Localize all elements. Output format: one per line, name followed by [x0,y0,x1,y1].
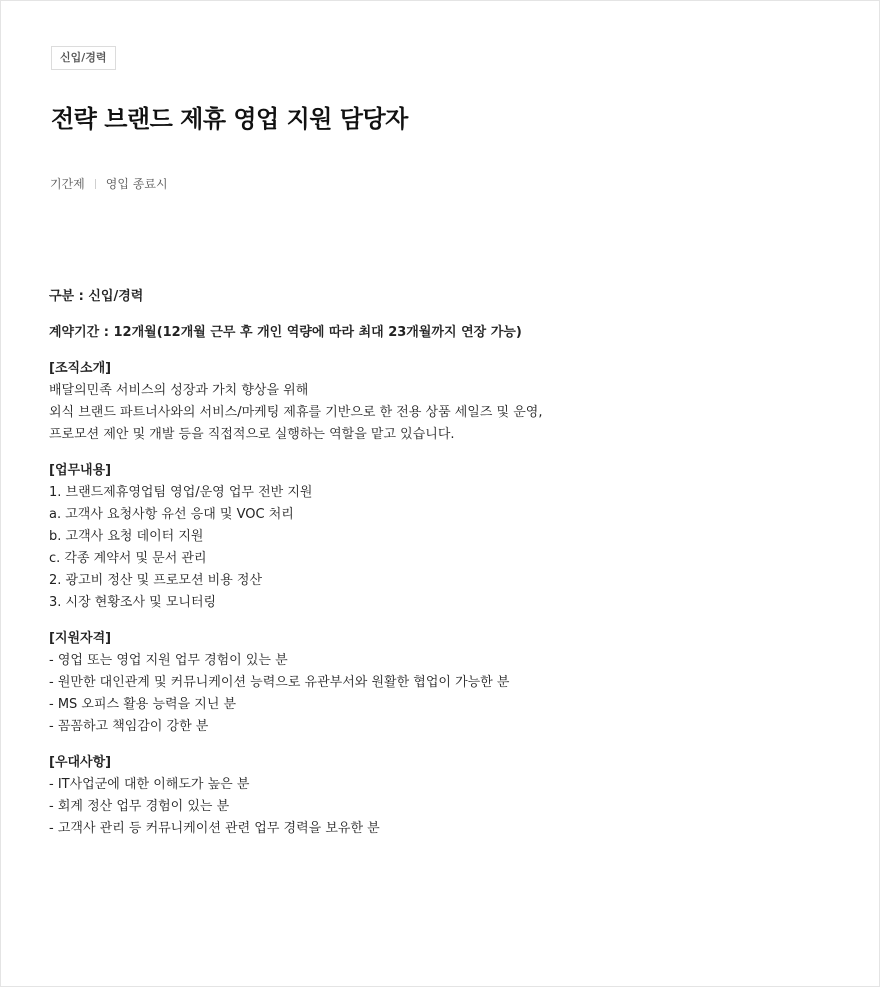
section-line: 배달의민족 서비스의 성장과 가치 향상을 위해 [49,383,309,398]
career-type-badge: 신입/경력 [51,46,116,70]
duties-section [49,460,849,614]
section-line: c. 각종 계약서 및 문서 관리 [49,551,207,566]
section-line: - 원만한 대인관계 및 커뮤니케이션 능력으로 유관부서와 원활한 협업이 가능한 분 [49,675,510,690]
section-line: a. 고객사 요청사항 유선 응대 및 VOC 처리 [49,507,294,522]
qualifications-section [49,628,849,738]
employment-type: 기간제 [50,177,85,191]
section-line: - MS 오피스 활용 능력을 지닌 분 [49,697,237,712]
section-line: - 고객사 관리 등 커뮤니케이션 관련 업무 경력을 보유한 분 [49,821,380,836]
team-section [49,358,849,446]
job-meta [50,175,168,193]
section-heading: [우대사항] [49,755,112,770]
section-line: 2. 광고비 정산 및 프로모션 비용 정산 [49,573,263,588]
section-line: 1. 브랜드제휴영업팀 영업/운영 업무 전반 지원 [49,485,313,500]
division-line: 구분 : 신입/경력 [49,289,144,304]
section-line: - 회계 정산 업무 경험이 있는 분 [49,799,230,814]
deadline: 영입 종료시 [105,177,168,191]
section-heading: [지원자격] [49,631,112,646]
section-heading: [업무내용] [49,463,112,478]
section-line: - 영업 또는 영업 지원 업무 경험이 있는 분 [49,653,288,668]
contract-line: 계약기간 : 12개월(12개월 근무 후 개인 역량에 따라 최대 23개월까지 연장 가능) [49,325,522,340]
preferred-section [49,752,849,840]
section-line: - 꼼꼼하고 책임감이 강한 분 [49,719,209,734]
section-line: 프로모션 제안 및 개발 등을 직접적으로 실행하는 역할을 맡고 있습니다. [49,427,455,442]
section-line: 외식 브랜드 파트너사와의 서비스/마케팅 제휴를 기반으로 한 전용 상품 세일즈 및 운영, [49,405,543,420]
section-line: 3. 시장 현황조사 및 모니터링 [49,595,217,610]
job-description [49,286,849,840]
meta-divider [95,179,96,189]
section-heading: [조직소개] [49,361,112,376]
section-line: - IT사업군에 대한 이해도가 높은 분 [49,777,250,792]
job-title: 전략 브랜드 제휴 영업 지원 담당자 [51,105,408,133]
section-line: b. 고객사 요청 데이터 지원 [49,529,204,544]
